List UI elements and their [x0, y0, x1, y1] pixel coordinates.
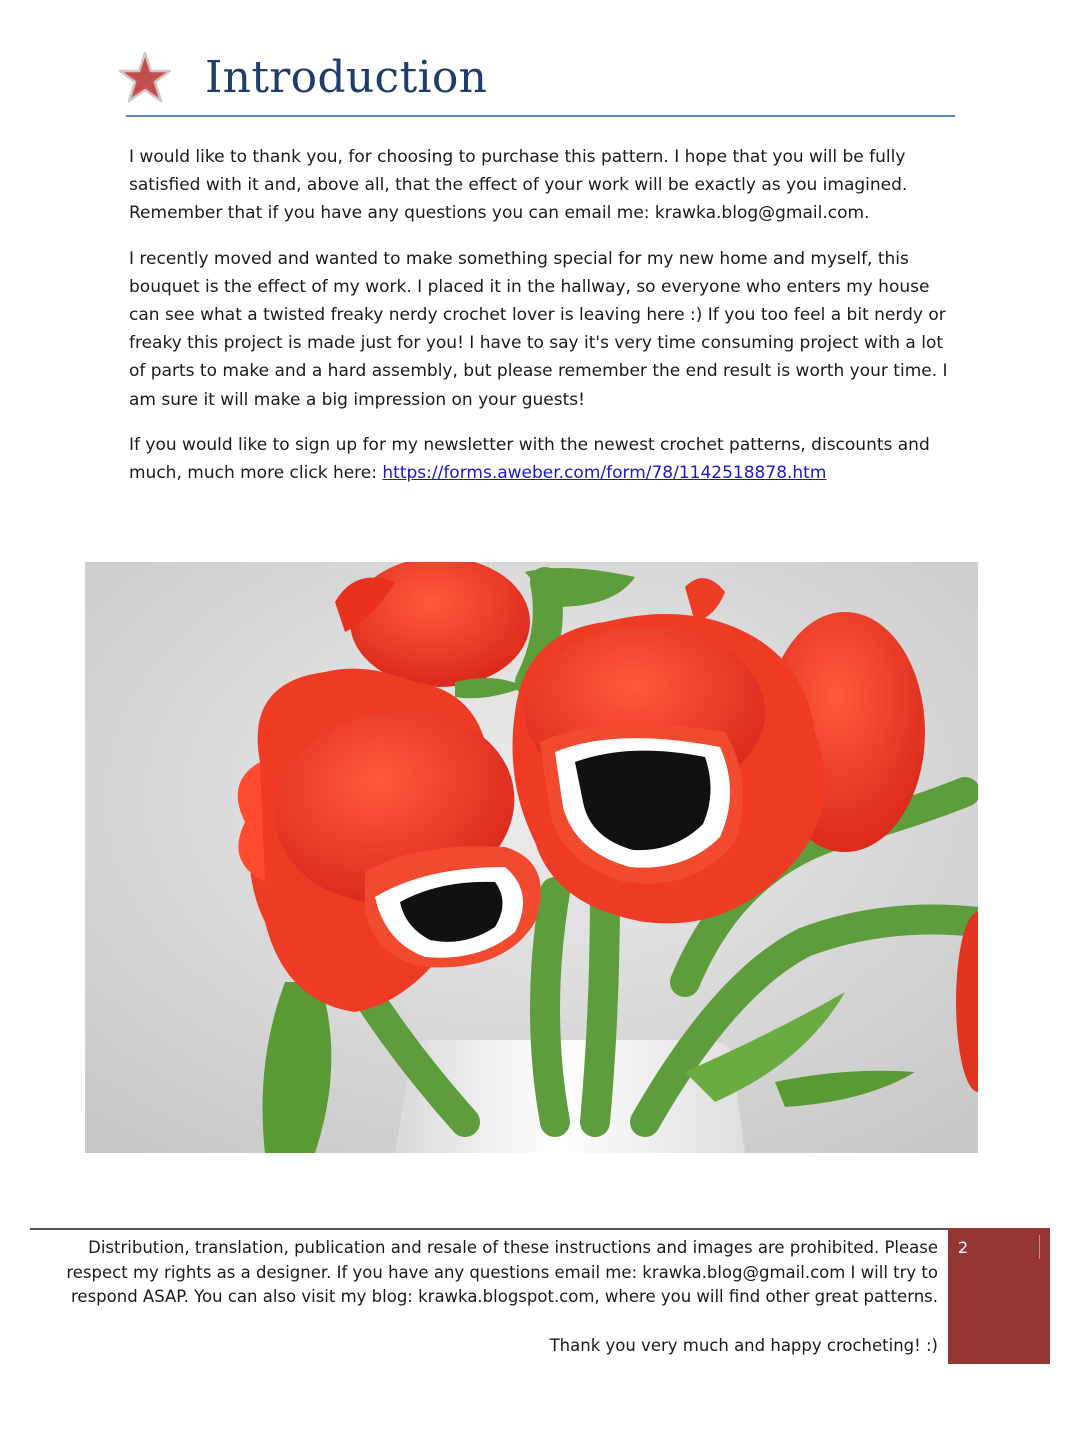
newsletter-link[interactable]: https://forms.aweber.com/form/78/1142518878.htm — [382, 463, 827, 484]
page-number: 2 — [958, 1238, 969, 1257]
paragraph-story: I recently moved and wanted to make something special for my new home and myself, this bouquet is the effect of my work. I placed it in the hallway, so everyone who enters my house can see what a twisted freaky nerdy crochet lover is leaving here :) If you too feel a bit nerdy or freaky this project is made just for you! I have to say it's very time consuming project with a lot of parts to make and a hard assembly, but please remember the end result is worth your time. I am sure it will make a big impression on your guests! — [129, 248, 948, 410]
bouquet-illustration — [85, 562, 978, 1153]
newsletter-text: If you would like to sign up for my newsletter with the newest crochet patterns, discounts and much, much more click here: — [129, 434, 930, 484]
title-underline — [126, 115, 955, 117]
footer-notice — [30, 1236, 938, 1358]
page-number-divider — [1039, 1235, 1040, 1259]
intro-text — [129, 143, 954, 504]
copyright-notice: Distribution, translation, publication and resale of these instructions and images are prohibited. Please respect my rights as a designer. If you have any questions email me: krawka.blog@gmail.com I will try to respond ASAP. You can also visit my blog: krawka.blogspot.com, where you will find other great patterns. — [66, 1238, 938, 1306]
paragraph-thanks: I would like to thank you, for choosing to purchase this pattern. I hope that you will be fully satisfied with it and, above all, that the effect of your work will be exactly as you imagined. Remember that if you have any questions you can email me: krawka.blog@gmail.com. — [129, 147, 908, 224]
footer-divider — [30, 1228, 948, 1230]
page-title: Introduction — [205, 52, 488, 103]
bouquet-photo — [85, 562, 978, 1153]
thanks-line: Thank you very much and happy crocheting! :) — [549, 1335, 938, 1355]
page-number-box — [948, 1228, 1050, 1364]
star-icon — [117, 50, 173, 106]
paragraph-newsletter — [129, 431, 954, 487]
